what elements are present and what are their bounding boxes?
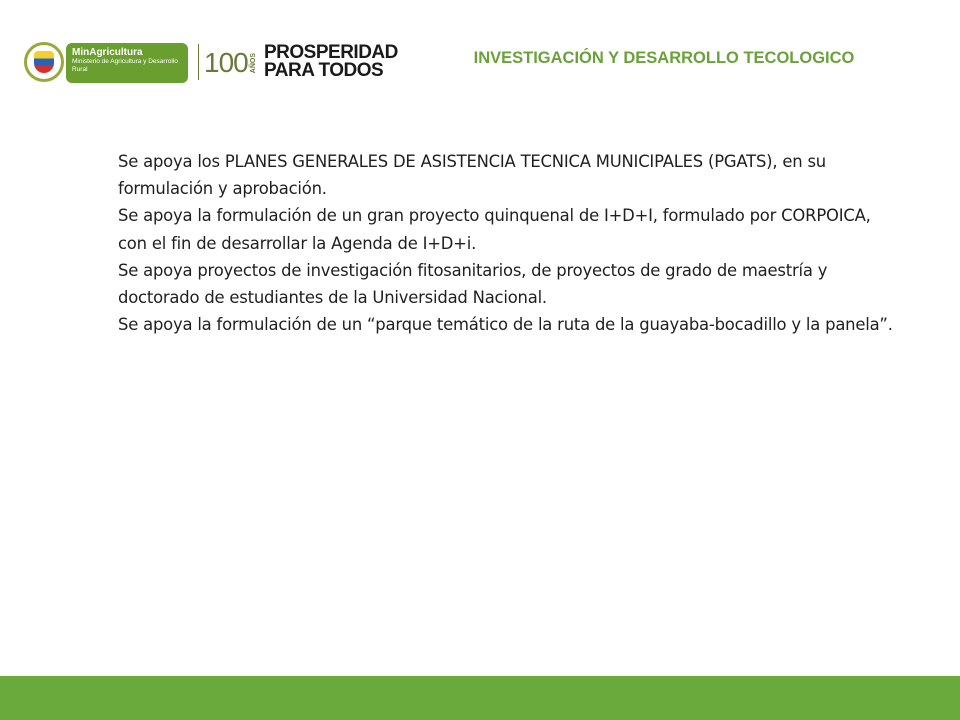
prosperidad-logo xyxy=(264,44,404,80)
centenary-logo xyxy=(204,46,257,80)
years-label: AÑOS xyxy=(249,52,257,74)
paragraph: Se apoya los PLANES GENERALES DE ASISTENCIA TECNICA MUNICIPALES (PGATS), en su formulación y aprobación. xyxy=(118,152,826,199)
paragraph: Se apoya la formulación de un “parque temático de la ruta de la guayaba-bocadillo y la panela”. xyxy=(118,315,893,335)
slogan-line-2: PARA TODOS xyxy=(264,60,384,81)
ministry-name: MinAgricultura xyxy=(72,47,143,58)
years-number: 100 xyxy=(204,47,248,78)
coat-of-arms-icon xyxy=(24,42,64,82)
shield-icon xyxy=(34,51,54,73)
logo-divider xyxy=(198,44,199,80)
footer-bar xyxy=(0,676,960,720)
ministry-logo xyxy=(66,43,188,83)
logo-block xyxy=(24,40,398,88)
slogan-line-1: PROSPERIDAD xyxy=(264,42,398,63)
paragraph: Se apoya proyectos de investigación fitosanitarios, de proyectos de grado de maestría y doctorado de estudiantes de la Universidad Nacional. xyxy=(118,260,828,308)
ministry-subtitle: Ministerio de Agricultura y Desarrollo Rural xyxy=(72,58,178,73)
slide-body xyxy=(118,148,898,338)
paragraph: Se apoya la formulación de un gran proyecto quinquenal de I+D+I, formulado por CORPOICA, con el fin de desarrollar la Agenda de I+D+i. xyxy=(118,206,871,253)
slide-title: INVESTIGACIÓN Y DESARROLLO TECOLOGICO xyxy=(473,49,855,67)
